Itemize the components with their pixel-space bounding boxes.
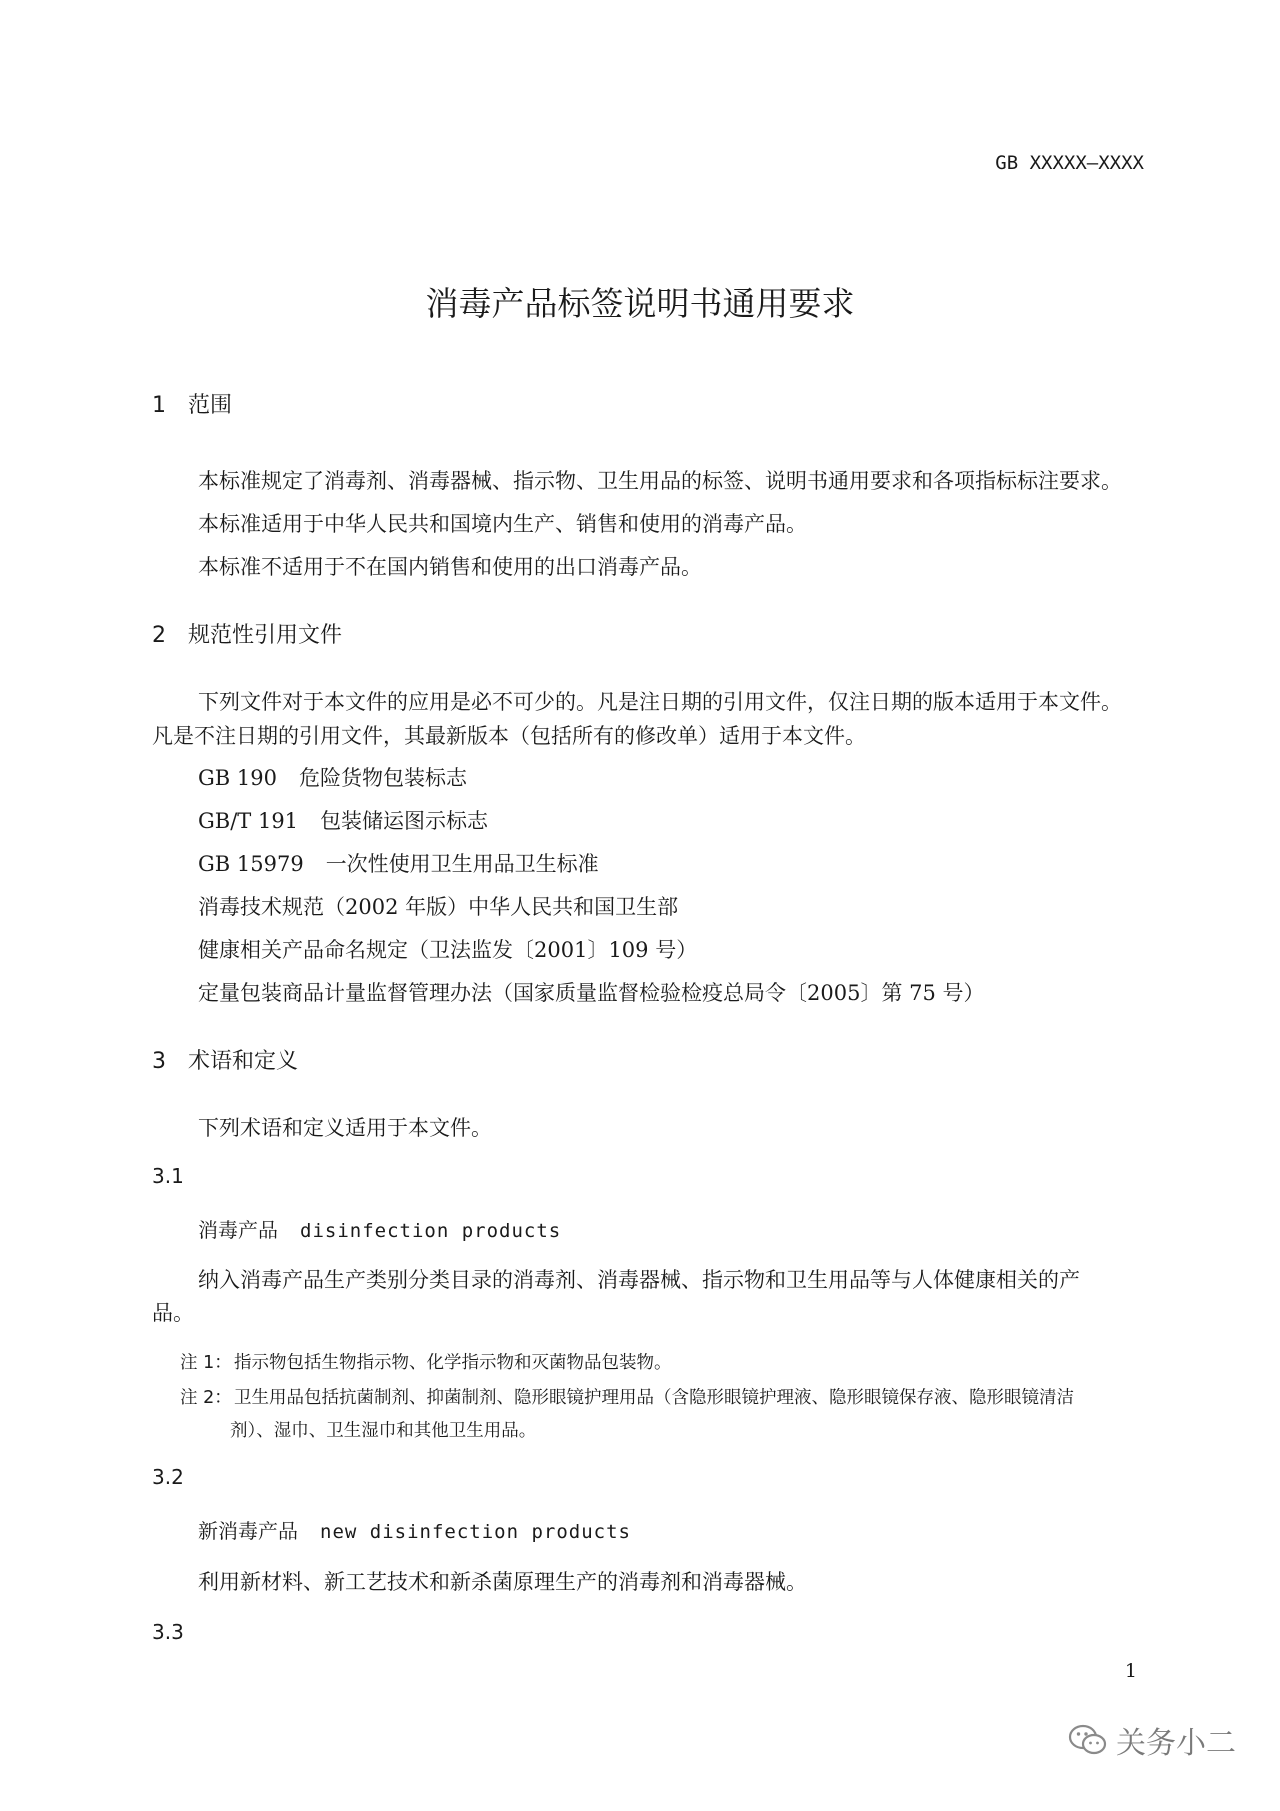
paragraph: 下列术语和定义适用于本文件。: [198, 1116, 492, 1140]
reference-item: [198, 848, 599, 878]
section-number: 3: [152, 1049, 166, 1074]
term-english: disinfection products: [300, 1220, 562, 1242]
reference-item: [198, 805, 488, 835]
reference-code: GB 190: [198, 766, 277, 790]
clause-number: 3.2: [152, 1465, 184, 1489]
term-entry: [198, 1515, 631, 1544]
section-title: 规范性引用文件: [188, 623, 343, 648]
paragraph: 本标准不适用于不在国内销售和使用的出口消毒产品。: [198, 555, 702, 579]
reference-item: 健康相关产品命名规定（卫法监发〔2001〕109 号）: [198, 938, 698, 962]
reference-item: 消毒技术规范（2002 年版）中华人民共和国卫生部: [198, 895, 679, 919]
term-chinese: 消毒产品: [198, 1218, 278, 1242]
reference-code: GB 15979: [198, 852, 304, 876]
page-number: 1: [1124, 1660, 1137, 1682]
watermark: [1068, 1718, 1236, 1762]
note-label: 注 1：: [180, 1353, 232, 1373]
note-label: 注 2：: [180, 1388, 232, 1408]
definition: 利用新材料、新工艺技术和新杀菌原理生产的消毒剂和消毒器械。: [198, 1570, 807, 1594]
reference-code: GB/T 191: [198, 809, 299, 833]
section-number: 1: [152, 393, 166, 418]
clause-number: 3.3: [152, 1620, 184, 1644]
clause-number: 3.1: [152, 1164, 184, 1188]
reference-item: 定量包装商品计量监督管理办法（国家质量监督检验检疫总局令〔2005〕第 75 号）: [198, 981, 985, 1005]
section-title: 范围: [188, 393, 233, 418]
paragraph: 本标准规定了消毒剂、消毒器械、指示物、卫生用品的标签、说明书通用要求和各项指标标注要求。: [198, 469, 1122, 493]
reference-item: [198, 762, 467, 792]
section-number: 2: [152, 623, 166, 648]
term-english: new disinfection products: [320, 1521, 631, 1543]
watermark-text: 关务小二: [1116, 1726, 1236, 1761]
note: [180, 1349, 672, 1374]
term-chinese: 新消毒产品: [198, 1519, 298, 1543]
standard-code: GB XXXXX—XXXX: [995, 152, 1144, 174]
note: [180, 1384, 1074, 1409]
note-text: 指示物包括生物指示物、化学指示物和灭菌物品包装物。: [234, 1353, 672, 1373]
document-title: 消毒产品标签说明书通用要求: [425, 284, 855, 323]
reference-name: 一次性使用卫生用品卫生标准: [325, 852, 599, 876]
reference-name: 包装储运图示标志: [320, 809, 489, 833]
note-continued: 剂）、湿巾、卫生湿巾和其他卫生用品。: [230, 1421, 537, 1441]
section-1-heading: [152, 388, 232, 419]
paragraph-continued: 凡是不注日期的引用文件，其最新版本（包括所有的修改单）适用于本文件。: [152, 724, 866, 748]
section-3-heading: [152, 1044, 298, 1075]
section-title: 术语和定义: [188, 1049, 299, 1074]
reference-name: 危险货物包装标志: [298, 766, 467, 790]
paragraph: 下列文件对于本文件的应用是必不可少的。凡是注日期的引用文件，仅注日期的版本适用于本文件。: [198, 690, 1122, 714]
paragraph: 本标准适用于中华人民共和国境内生产、销售和使用的消毒产品。: [198, 512, 807, 536]
wechat-icon: [1068, 1723, 1108, 1757]
definition-continued: 品。: [152, 1301, 194, 1325]
term-entry: [198, 1214, 561, 1243]
note-text: 卫生用品包括抗菌制剂、抑菌制剂、隐形眼镜护理用品（含隐形眼镜护理液、隐形眼镜保存液、隐形眼镜清洁: [234, 1388, 1074, 1408]
definition: 纳入消毒产品生产类别分类目录的消毒剂、消毒器械、指示物和卫生用品等与人体健康相关的产: [198, 1268, 1080, 1292]
section-2-heading: [152, 618, 342, 649]
